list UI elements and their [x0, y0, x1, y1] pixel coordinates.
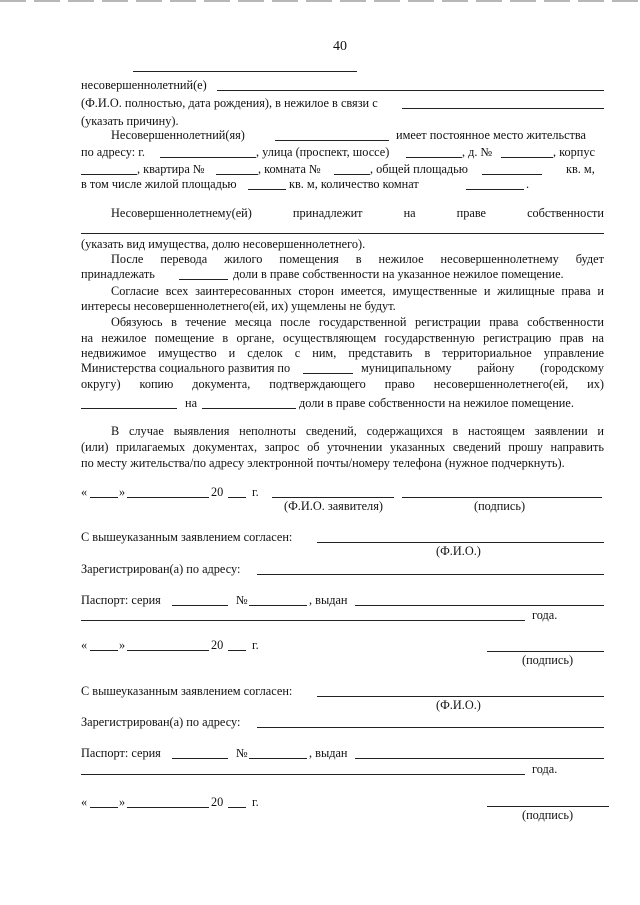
text-line: , комната № [258, 162, 321, 176]
fill-line [257, 727, 604, 728]
fill-line [355, 758, 604, 759]
fill-line [81, 774, 525, 775]
fill-line [81, 408, 177, 409]
date-close-quote: » [119, 638, 126, 652]
year-label: года. [532, 762, 558, 776]
scan-edge-marks [0, 0, 640, 2]
text-line: кв. м, [566, 162, 595, 176]
fio-caption: (Ф.И.О.) [436, 544, 481, 558]
text-line: по месту жительства/по адресу электронной почты/номеру телефона (нужное подчеркнуть). [81, 456, 565, 470]
text-line [111, 206, 604, 221]
issued-label: , выдан [309, 746, 348, 760]
word: подтверждающего [269, 377, 366, 391]
word: праве [456, 206, 487, 220]
date-year: 20 [211, 638, 224, 652]
signature-line [487, 806, 609, 807]
text-line: . [526, 177, 530, 191]
text-line: Несовершеннолетний(яя) [111, 128, 245, 142]
fill-line [216, 174, 258, 175]
word: на [403, 206, 416, 220]
text-line: по адресу: г. [81, 145, 145, 159]
fill-line [249, 758, 307, 759]
fill-line [466, 189, 524, 190]
text-line: на нежилое помещение в органе, осуществляющем государственную регистрацию прав на [81, 331, 604, 345]
text-line [81, 377, 604, 392]
date-open-quote: « [81, 795, 88, 809]
fill-line [334, 174, 370, 175]
text-line: кв. м, количество комнат [289, 177, 419, 191]
fill-line [81, 174, 137, 175]
fill-line [172, 605, 228, 606]
date-close-quote: » [119, 795, 126, 809]
date-day-line [90, 807, 118, 808]
fio-applicant-line [272, 497, 394, 498]
word: Несовершеннолетнему(ей) [111, 206, 252, 220]
word: документа, [192, 377, 251, 391]
date-open-quote: « [81, 638, 88, 652]
fill-line [172, 758, 228, 759]
date-day-line [90, 650, 118, 651]
fill-line [202, 408, 296, 409]
date-g: г. [252, 795, 259, 809]
date-year-line [228, 497, 246, 498]
word: принадлежит [292, 206, 363, 220]
fill-line [217, 90, 604, 91]
date-month-line [127, 807, 209, 808]
fio-applicant-caption: (Ф.И.О. заявителя) [284, 499, 383, 513]
text-line: Министерства социального развития по [81, 361, 291, 375]
passport-no-label: № [236, 593, 248, 607]
word: их) [587, 377, 604, 391]
passport-label: Паспорт: серия [81, 593, 161, 607]
text-line: имеет постоянное место жительства [396, 128, 587, 142]
word: округу) [81, 377, 121, 391]
fill-line [482, 174, 542, 175]
text-line: Согласие всех заинтересованных сторон имеется, имущественные и жилищные права и [111, 284, 604, 298]
text-line: , д. № [462, 145, 493, 159]
date-day-line [90, 497, 118, 498]
text-line: В случае выявления неполноты сведений, содержащихся в настоящем заявлении и [111, 424, 604, 438]
word: собственности [527, 206, 604, 220]
text-line: доли в праве собственности на нежилое помещение. [299, 396, 574, 410]
text-line: доли в праве собственности на указанное нежилое помещение. [233, 267, 564, 281]
text-line: , улица (проспект, шоссе) [256, 145, 390, 159]
consent-label: С вышеуказанным заявлением согласен: [81, 684, 293, 698]
date-g: г. [252, 638, 259, 652]
fill-line [317, 542, 604, 543]
fio-caption: (Ф.И.О.) [436, 698, 481, 712]
signature-caption: (подпись) [522, 653, 574, 667]
signature-caption: (подпись) [474, 499, 526, 513]
text-line: (указать причину). [81, 114, 179, 128]
date-year: 20 [211, 485, 224, 499]
text-line: на [185, 396, 198, 410]
consent-label: С вышеуказанным заявлением согласен: [81, 530, 293, 544]
word: несовершеннолетнего(ей, [433, 377, 569, 391]
text-line: Обязуюсь в течение месяца после государственной регистрации права собственности [111, 315, 604, 329]
word: копию [139, 377, 174, 391]
word: право [384, 377, 415, 391]
fill-line [402, 108, 604, 109]
issued-label: , выдан [309, 593, 348, 607]
date-year: 20 [211, 795, 224, 809]
fill-line [179, 279, 228, 280]
text-line: (или) прилагаемых документах, запрос об уточнении указанных сведений прошу направить [81, 440, 604, 454]
text-line: , корпус [553, 145, 595, 159]
fill-line [160, 157, 256, 158]
fill-line [406, 157, 462, 158]
text-line: муниципальному району (городскому [361, 361, 604, 375]
fill-line [355, 605, 604, 606]
date-open-quote: « [81, 485, 88, 499]
text-line: (Ф.И.О. полностью, дата рождения), в нежилое в связи с [81, 96, 378, 110]
signature-line [487, 651, 604, 652]
passport-no-label: № [236, 746, 248, 760]
blank-line [133, 71, 357, 72]
date-g: г. [252, 485, 259, 499]
fill-line [81, 620, 525, 621]
text-line: в том числе жилой площадью [81, 177, 237, 191]
fill-line [249, 605, 307, 606]
fill-line [81, 233, 604, 234]
text-line: несовершеннолетний(е) [81, 78, 207, 92]
registered-label: Зарегистрирован(а) по адресу: [81, 562, 241, 576]
fill-line [275, 140, 389, 141]
fill-line [303, 373, 353, 374]
text-line: , квартира № [137, 162, 205, 176]
date-month-line [127, 650, 209, 651]
year-label: года. [532, 608, 558, 622]
text-line: После перевода жилого помещения в нежилое несовершеннолетнему будет [111, 252, 604, 266]
signature-caption: (подпись) [522, 808, 574, 822]
text-line: , общей площадью [370, 162, 468, 176]
text-line: недвижимое имущество и сделок с ним, представить в территориальное управление [81, 346, 604, 360]
date-year-line [228, 650, 246, 651]
date-close-quote: » [119, 485, 126, 499]
date-month-line [127, 497, 209, 498]
fill-line [317, 696, 604, 697]
passport-label: Паспорт: серия [81, 746, 161, 760]
signature-line [402, 497, 602, 498]
registered-label: Зарегистрирован(а) по адресу: [81, 715, 241, 729]
date-year-line [228, 807, 246, 808]
page-number: 40 [333, 39, 347, 54]
fill-line [257, 574, 604, 575]
fill-line [248, 189, 286, 190]
fill-line [501, 157, 553, 158]
text-line: (указать вид имущества, долю несовершеннолетнего). [81, 237, 366, 251]
text-line: интересы несовершеннолетнего(ей, их) ущемлены не будут. [81, 299, 396, 313]
text-line: принадлежать [81, 267, 155, 281]
